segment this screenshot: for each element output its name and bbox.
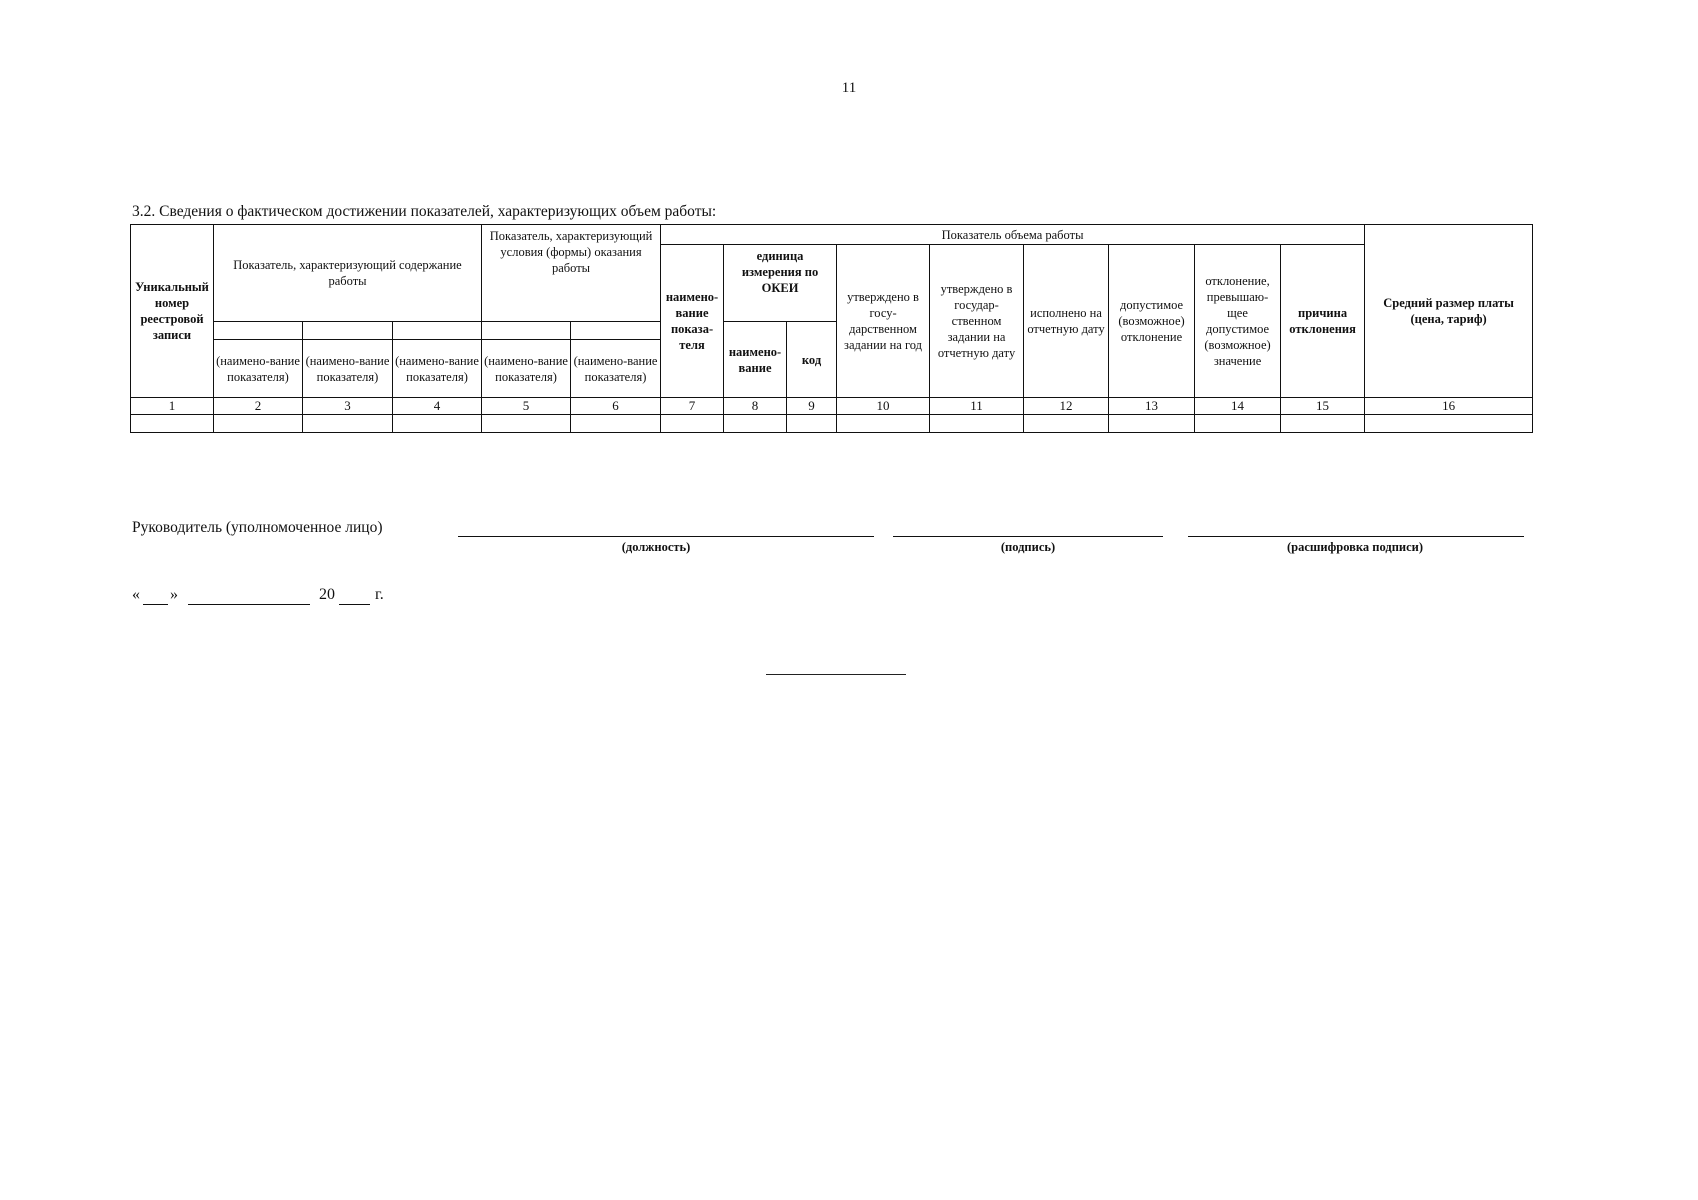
signature-line[interactable]	[893, 536, 1163, 537]
data-cell[interactable]	[930, 415, 1024, 433]
column-number: 15	[1281, 398, 1365, 415]
indicator-name-cell: (наимено-вание показателя)	[393, 340, 482, 398]
signature-decoding-line[interactable]	[1188, 536, 1524, 537]
signer-label: Руководитель (уполномоченное лицо)	[132, 519, 383, 536]
column-number: 16	[1365, 398, 1533, 415]
day-blank[interactable]	[143, 604, 168, 605]
month-blank[interactable]	[188, 604, 310, 605]
year-suffix: г.	[375, 586, 384, 603]
column-number: 2	[214, 398, 303, 415]
column-number-row	[131, 398, 1533, 415]
data-cell[interactable]	[1281, 415, 1365, 433]
data-cell[interactable]	[214, 415, 303, 433]
indicator-name-cell: (наимено-вание показателя)	[303, 340, 393, 398]
column-number: 9	[787, 398, 837, 415]
data-cell[interactable]	[303, 415, 393, 433]
data-cell[interactable]	[1109, 415, 1195, 433]
blank-indicator-cell	[393, 322, 482, 340]
year-blank[interactable]	[339, 604, 370, 605]
end-rule	[766, 674, 906, 675]
data-cell[interactable]	[1195, 415, 1281, 433]
position-line[interactable]	[458, 536, 874, 537]
column-number: 8	[724, 398, 787, 415]
date-close-quote: »	[170, 586, 178, 603]
data-cell[interactable]	[482, 415, 571, 433]
header-exceeding-deviation: отклонение, превышаю-щее допустимое (возможное) значение	[1195, 245, 1281, 398]
data-cell[interactable]	[837, 415, 930, 433]
blank-indicator-cell	[482, 322, 571, 340]
data-cell[interactable]	[571, 415, 661, 433]
header-approved-date: утверждено в государ-ственном задании на отчетную дату	[930, 245, 1024, 398]
data-cell[interactable]	[787, 415, 837, 433]
header-indicator-name: наимено-вание показа-теля	[661, 245, 724, 398]
column-number: 11	[930, 398, 1024, 415]
signature-caption: (подпись)	[1000, 540, 1056, 554]
header-executed-date: исполнено на отчетную дату	[1024, 245, 1109, 398]
header-content-indicator: Показатель, характеризующий содержание работы	[214, 225, 482, 322]
column-number: 3	[303, 398, 393, 415]
column-number: 7	[661, 398, 724, 415]
header-allowed-deviation: допустимое (возможное) отклонение	[1109, 245, 1195, 398]
page-number: 11	[841, 80, 857, 96]
header-okei-unit: единица измерения по ОКЕИ	[724, 245, 837, 322]
year-prefix: 20	[319, 586, 335, 603]
header-average-fee: Средний размер платы (цена, тариф)	[1365, 225, 1533, 398]
header-conditions-indicator: Показатель, характеризующий условия (формы) оказания работы	[482, 225, 661, 322]
volume-indicators-table	[130, 224, 1533, 433]
header-approved-year: утверждено в госу-дарственном задании на год	[837, 245, 930, 398]
header-deviation-reason: причина отклонения	[1281, 245, 1365, 398]
column-number: 1	[131, 398, 214, 415]
column-number: 13	[1109, 398, 1195, 415]
indicator-name-cell: (наимено-вание показателя)	[482, 340, 571, 398]
column-number: 14	[1195, 398, 1281, 415]
section-title: 3.2. Сведения о фактическом достижении показателей, характеризующих объем работы:	[132, 203, 717, 220]
signature-decoding-caption: (расшифровка подписи)	[1286, 540, 1424, 554]
column-number: 5	[482, 398, 571, 415]
header-okei-name: наимено-вание	[724, 322, 787, 398]
column-number: 6	[571, 398, 661, 415]
empty-data-row	[131, 415, 1533, 433]
header-okei-code: код	[787, 322, 837, 398]
indicator-name-cell: (наимено-вание показателя)	[214, 340, 303, 398]
date-open-quote: «	[132, 586, 140, 603]
header-unique-number: Уникальный номер реестровой записи	[131, 225, 214, 398]
data-cell[interactable]	[1024, 415, 1109, 433]
column-number: 12	[1024, 398, 1109, 415]
indicator-name-cell: (наимено-вание показателя)	[571, 340, 661, 398]
column-number: 4	[393, 398, 482, 415]
position-caption: (должность)	[621, 540, 691, 554]
blank-indicator-cell	[303, 322, 393, 340]
data-cell[interactable]	[131, 415, 214, 433]
data-cell[interactable]	[724, 415, 787, 433]
blank-indicator-cell	[571, 322, 661, 340]
data-cell[interactable]	[661, 415, 724, 433]
header-volume-indicator: Показатель объема работы	[661, 225, 1365, 245]
blank-indicator-cell	[214, 322, 303, 340]
data-cell[interactable]	[1365, 415, 1533, 433]
data-cell[interactable]	[393, 415, 482, 433]
column-number: 10	[837, 398, 930, 415]
